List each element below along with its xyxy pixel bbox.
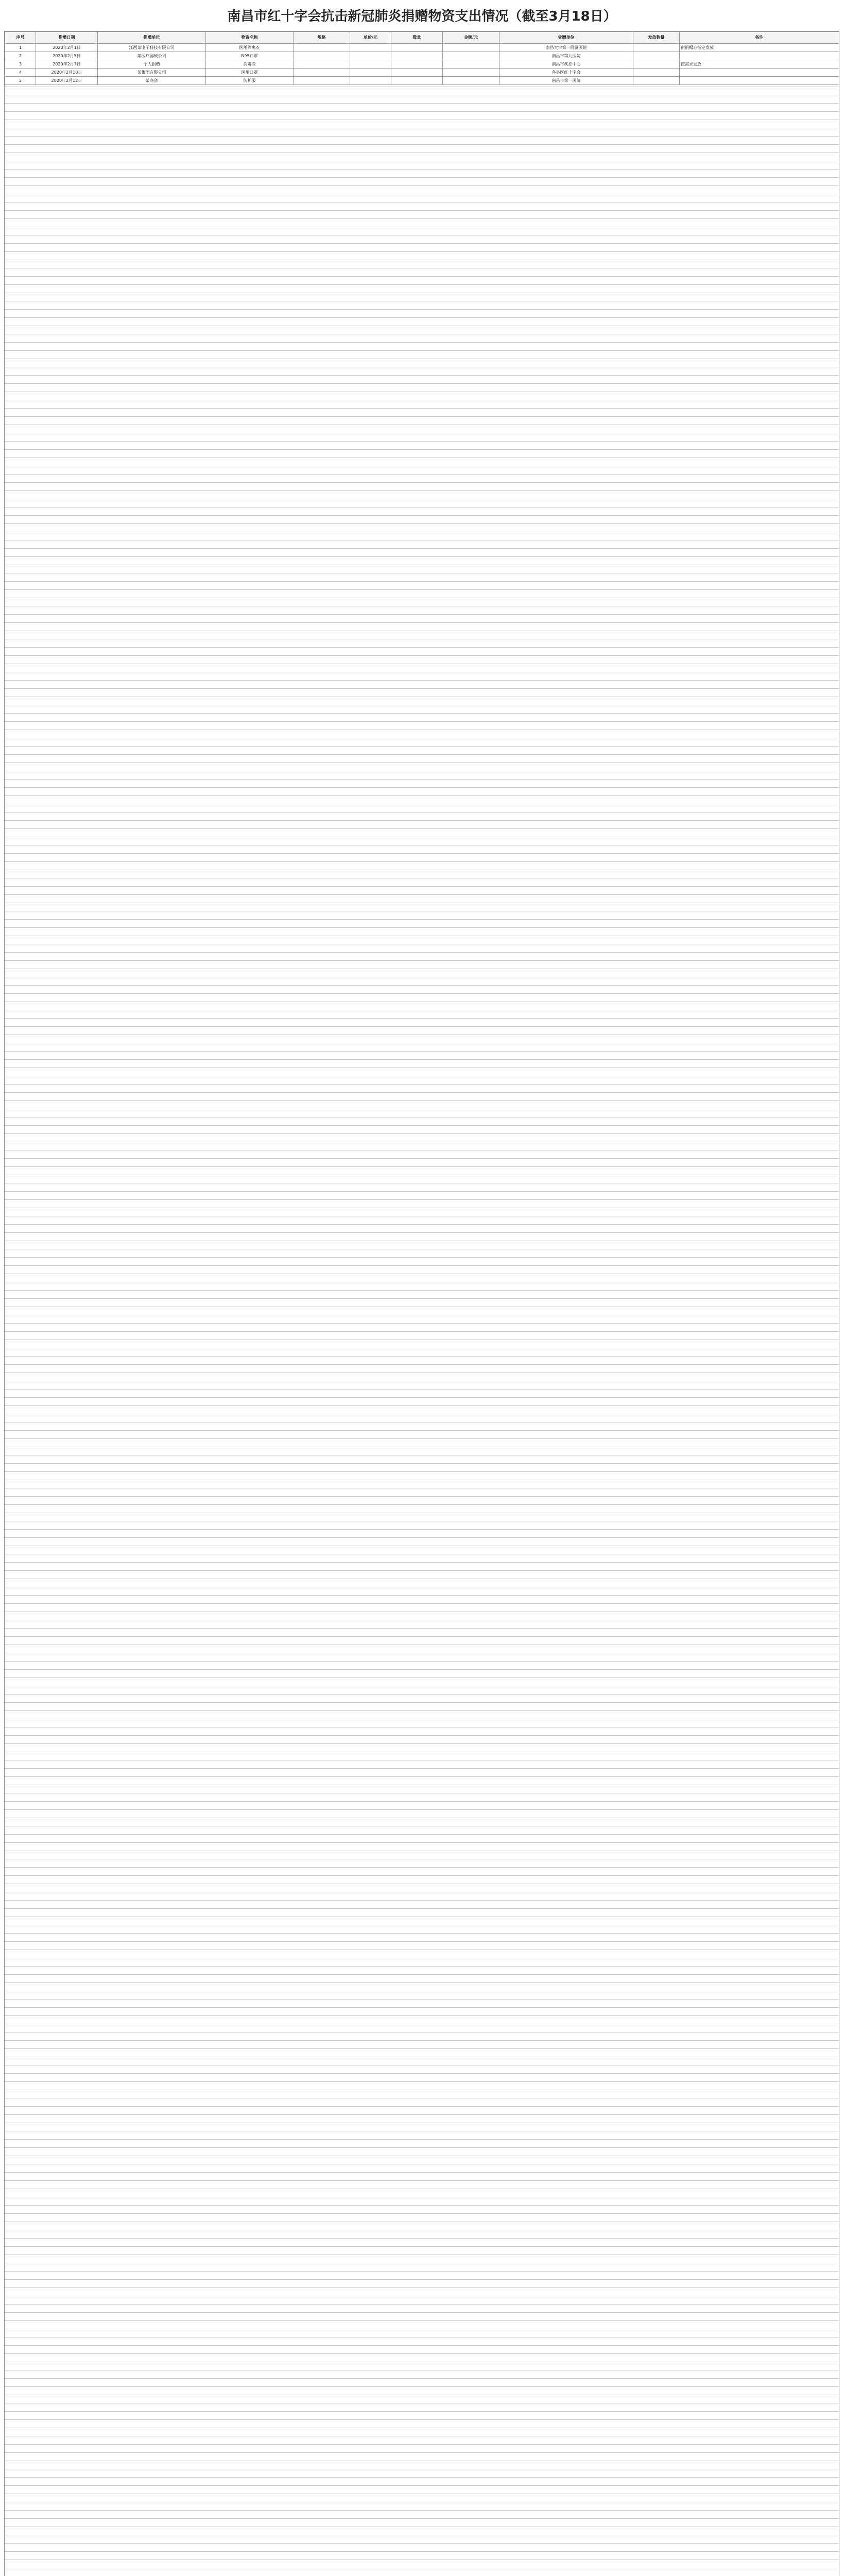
grid-line	[5, 1603, 839, 1604]
grid-line	[5, 1595, 839, 1596]
grid-line	[5, 894, 839, 895]
grid-line	[5, 1768, 839, 1769]
table-cell-count	[633, 52, 680, 60]
table-cell-date: 2020年2月1日	[36, 44, 98, 52]
table-cell-count	[633, 60, 680, 69]
table-row	[5, 52, 839, 60]
grid-line	[5, 2015, 839, 2016]
grid-line	[5, 1018, 839, 1019]
column-header: 序号	[5, 32, 36, 44]
grid-line	[5, 581, 839, 582]
grid-line	[5, 2073, 839, 2074]
table-row	[5, 44, 839, 52]
grid-line	[5, 276, 839, 277]
grid-line	[5, 993, 839, 994]
table-cell-donor: 个人捐赠	[98, 60, 206, 69]
table-row	[5, 77, 839, 85]
table-header-row	[5, 32, 839, 44]
table-cell-spec	[294, 44, 350, 52]
grid-line	[5, 1562, 839, 1563]
grid-line	[5, 2147, 839, 2148]
grid-line	[5, 1331, 839, 1332]
grid-line	[5, 490, 839, 491]
grid-line	[5, 1158, 839, 1159]
grid-line	[5, 2081, 839, 2082]
grid-line	[5, 350, 839, 351]
grid-line	[5, 1628, 839, 1629]
grid-line	[5, 243, 839, 244]
grid-line	[5, 828, 839, 829]
grid-line	[5, 1710, 839, 1711]
grid-line	[5, 1834, 839, 1835]
grid-line	[5, 1125, 839, 1126]
table-cell-item: 医用隔离衣	[206, 44, 294, 52]
grid-line	[5, 2345, 839, 2346]
grid-line	[5, 762, 839, 763]
donation-table	[5, 31, 839, 85]
grid-line	[5, 1166, 839, 1167]
grid-line	[5, 2312, 839, 2313]
grid-line	[5, 1776, 839, 1777]
grid-line	[5, 449, 839, 450]
grid-line	[5, 1801, 839, 1802]
table-cell-no: 4	[5, 69, 36, 77]
grid-line	[5, 919, 839, 920]
grid-line	[5, 2477, 839, 2478]
grid-line	[5, 2139, 839, 2140]
grid-line	[5, 1875, 839, 1876]
column-header: 数量	[391, 32, 443, 44]
grid-line	[5, 556, 839, 557]
column-header: 发放数量	[633, 32, 680, 44]
table-cell-recipient: 南昌市疾控中心	[499, 60, 633, 69]
table-cell-note: 由捐赠方指定发放	[680, 44, 839, 52]
grid-line	[5, 2213, 839, 2214]
grid-line	[5, 1100, 839, 1101]
table-row	[5, 60, 839, 69]
grid-line	[5, 2543, 839, 2544]
grid-line	[5, 1982, 839, 1983]
table-cell-recipient: 各县区红十字会	[499, 69, 633, 77]
grid-line	[5, 886, 839, 887]
table-cell-recipient: 南昌市第一医院	[499, 77, 633, 85]
grid-line	[5, 655, 839, 656]
grid-line	[5, 1265, 839, 1266]
grid-line	[5, 614, 839, 615]
grid-line	[5, 1405, 839, 1406]
grid-line	[5, 2246, 839, 2247]
grid-line	[5, 721, 839, 722]
grid-line	[5, 375, 839, 376]
grid-line	[5, 1941, 839, 1942]
table-cell-spec	[294, 60, 350, 69]
table-cell-amount	[443, 60, 499, 69]
page-title: 南昌市红十字会抗击新冠肺炎捐赠物资支出情况（截至3月18日）	[227, 9, 617, 24]
grid-line	[5, 2180, 839, 2181]
grid-line	[5, 1496, 839, 1497]
grid-line	[5, 1908, 839, 1909]
table-cell-qty	[391, 77, 443, 85]
grid-line	[5, 1323, 839, 1324]
column-header: 受赠单位	[499, 32, 633, 44]
column-header: 金额/元	[443, 32, 499, 44]
grid-line	[5, 482, 839, 483]
grid-line	[5, 589, 839, 590]
grid-line	[5, 1397, 839, 1398]
grid-line	[5, 2048, 839, 2049]
grid-line	[5, 952, 839, 953]
grid-line	[5, 515, 839, 516]
grid-line	[5, 317, 839, 318]
grid-line	[5, 746, 839, 747]
grid-line	[5, 2551, 839, 2552]
grid-line	[5, 1842, 839, 1843]
grid-line	[5, 1463, 839, 1464]
grid-line	[5, 2386, 839, 2387]
table-cell-item: 消毒液	[206, 60, 294, 69]
grid-line	[5, 1290, 839, 1291]
table-cell-qty	[391, 44, 443, 52]
grid-line	[5, 309, 839, 310]
column-header: 捐赠单位	[98, 32, 206, 44]
table-cell-date: 2020年2月5日	[36, 52, 98, 60]
grid-line	[5, 152, 839, 153]
grid-line	[5, 853, 839, 854]
table-cell-note	[680, 69, 839, 77]
table-cell-recipient: 南昌大学第一附属医院	[499, 44, 633, 52]
table-cell-recipient: 南昌市第九医院	[499, 52, 633, 60]
grid-line	[5, 1537, 839, 1538]
table-cell-spec	[294, 52, 350, 60]
grid-line	[5, 416, 839, 417]
table-cell-item: N95口罩	[206, 52, 294, 60]
column-header: 捐赠日期	[36, 32, 98, 44]
grid-line	[5, 2378, 839, 2379]
grid-line	[5, 680, 839, 681]
table-cell-spec	[294, 69, 350, 77]
grid-line	[5, 1051, 839, 1052]
grid-line	[5, 2040, 839, 2041]
grid-line	[5, 2279, 839, 2280]
grid-line	[5, 1133, 839, 1134]
grid-line	[5, 169, 839, 170]
grid-line	[5, 1974, 839, 1975]
table-cell-price	[350, 77, 391, 85]
grid-line	[5, 1257, 839, 1258]
grid-line	[5, 1059, 839, 1060]
grid-line	[5, 1232, 839, 1233]
grid-line	[5, 647, 839, 648]
grid-line	[5, 1702, 839, 1703]
grid-line	[5, 408, 839, 409]
grid-line	[5, 2353, 839, 2354]
grid-line	[5, 787, 839, 788]
table-cell-count	[633, 44, 680, 52]
table-cell-no: 1	[5, 44, 36, 52]
grid-line	[5, 1933, 839, 1934]
grid-line	[5, 2411, 839, 2412]
table-cell-no: 3	[5, 60, 36, 69]
grid-line	[5, 111, 839, 112]
table-cell-amount	[443, 52, 499, 60]
grid-line	[5, 2007, 839, 2008]
donation-table-sheet	[4, 31, 839, 2576]
table-cell-qty	[391, 52, 443, 60]
grid-line	[5, 622, 839, 623]
grid-line	[5, 177, 839, 178]
table-cell-item: 防护服	[206, 77, 294, 85]
grid-line	[5, 1430, 839, 1431]
table-cell-amount	[443, 77, 499, 85]
table-cell-date: 2020年2月7日	[36, 60, 98, 69]
grid-line	[5, 2510, 839, 2511]
grid-line	[5, 185, 839, 186]
grid-line	[5, 1356, 839, 1357]
grid-line	[5, 927, 839, 928]
grid-line	[5, 457, 839, 458]
grid-line	[5, 103, 839, 104]
grid-line	[5, 2320, 839, 2321]
table-cell-qty	[391, 69, 443, 77]
grid-line	[5, 1966, 839, 1967]
table-cell-note	[680, 52, 839, 60]
grid-line	[5, 1364, 839, 1365]
grid-line	[5, 144, 839, 145]
grid-line	[5, 1199, 839, 1200]
grid-line	[5, 2518, 839, 2519]
grid-line	[5, 795, 839, 796]
grid-line	[5, 1661, 839, 1662]
grid-line	[5, 2238, 839, 2239]
table-cell-price	[350, 60, 391, 69]
grid-line	[5, 1438, 839, 1439]
grid-line	[5, 985, 839, 986]
grid-line	[5, 960, 839, 961]
grid-line	[5, 1092, 839, 1093]
grid-line	[5, 284, 839, 285]
grid-line	[5, 2444, 839, 2445]
grid-line	[5, 251, 839, 252]
grid-line	[5, 1677, 839, 1678]
grid-line	[5, 342, 839, 343]
grid-line	[5, 2106, 839, 2107]
grid-line	[5, 2485, 839, 2486]
grid-line	[5, 713, 839, 714]
table-row	[5, 69, 839, 77]
grid-line	[5, 1900, 839, 1901]
column-header: 规格	[294, 32, 350, 44]
table-cell-donor: 某商会	[98, 77, 206, 85]
table-cell-date: 2020年2月10日	[36, 69, 98, 77]
grid-line	[5, 1669, 839, 1670]
grid-line	[5, 2419, 839, 2420]
table-cell-item: 医用口罩	[206, 69, 294, 77]
table-cell-donor: 某医疗器械公司	[98, 52, 206, 60]
grid-line	[5, 688, 839, 689]
grid-line	[5, 820, 839, 821]
table-cell-note: 按需求发放	[680, 60, 839, 69]
table-cell-amount	[443, 69, 499, 77]
grid-line	[5, 1570, 839, 1571]
column-header: 单价/元	[350, 32, 391, 44]
grid-line	[5, 548, 839, 549]
table-cell-donor: 某集团有限公司	[98, 69, 206, 77]
grid-line	[5, 441, 839, 442]
grid-line	[5, 1372, 839, 1373]
column-header: 备注	[680, 32, 839, 44]
grid-line	[5, 2287, 839, 2288]
table-cell-price	[350, 69, 391, 77]
grid-line	[5, 523, 839, 524]
grid-line	[5, 1867, 839, 1868]
table-cell-count	[633, 77, 680, 85]
grid-line	[5, 1743, 839, 1744]
grid-line	[5, 383, 839, 384]
grid-line	[5, 1504, 839, 1505]
grid-line	[5, 1067, 839, 1068]
table-cell-qty	[391, 60, 443, 69]
grid-line	[5, 210, 839, 211]
grid-line	[5, 1298, 839, 1299]
grid-line	[5, 218, 839, 219]
grid-line	[5, 1026, 839, 1027]
table-cell-note	[680, 77, 839, 85]
grid-line	[5, 136, 839, 137]
grid-line	[5, 2205, 839, 2206]
grid-line	[5, 1529, 839, 1530]
table-cell-price	[350, 52, 391, 60]
grid-line	[5, 1191, 839, 1192]
table-cell-count	[633, 69, 680, 77]
table-cell-donor: 江西某电子科技有限公司	[98, 44, 206, 52]
table-cell-date: 2020年2月12日	[36, 77, 98, 85]
grid-line	[5, 1471, 839, 1472]
column-header: 物资名称	[206, 32, 294, 44]
table-cell-price	[350, 44, 391, 52]
grid-line	[5, 2114, 839, 2115]
grid-line	[5, 2172, 839, 2173]
table-cell-no: 5	[5, 77, 36, 85]
table-cell-amount	[443, 44, 499, 52]
table-cell-spec	[294, 77, 350, 85]
grid-line	[5, 2271, 839, 2272]
grid-line	[5, 1735, 839, 1736]
table-cell-no: 2	[5, 52, 36, 60]
grid-line	[5, 2452, 839, 2453]
grid-line	[5, 1809, 839, 1810]
grid-line	[5, 861, 839, 862]
grid-line	[5, 1636, 839, 1637]
grid-line	[5, 754, 839, 755]
table-grid-filler	[5, 87, 839, 2576]
grid-line	[5, 1224, 839, 1225]
